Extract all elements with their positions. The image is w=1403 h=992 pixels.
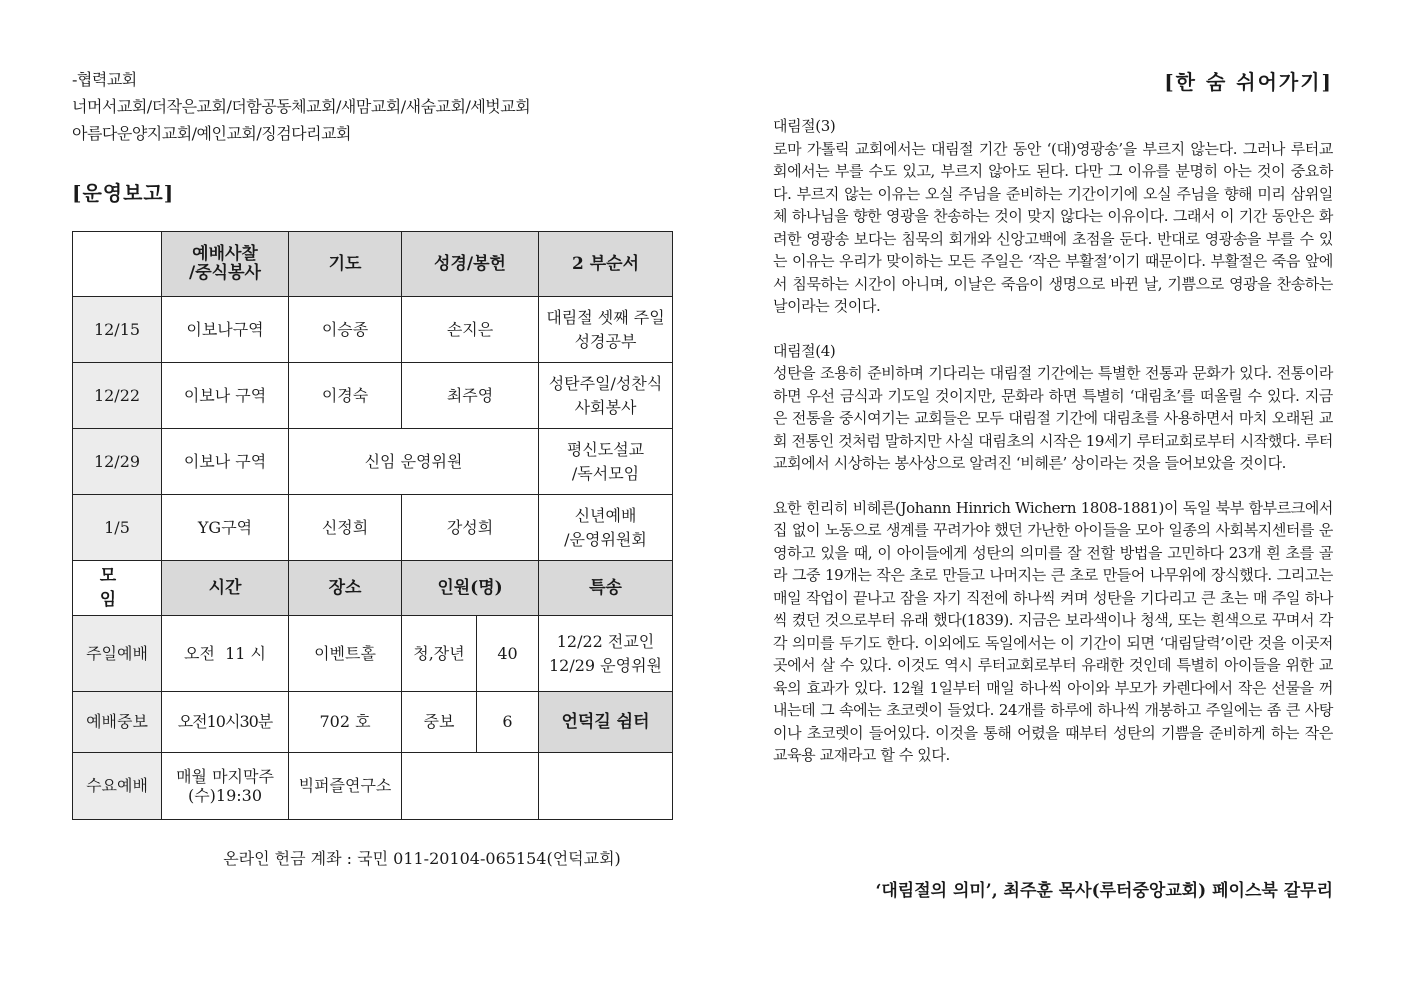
table-row (73, 616, 673, 692)
header-duty: 예배사찰 /중식봉사 (162, 232, 289, 297)
row-prayer: 이경숙 (289, 363, 402, 429)
meeting-time: 오전10시30분 (162, 692, 289, 753)
row-date: 12/22 (73, 363, 162, 429)
schedule-table (72, 231, 673, 820)
meeting-special: 12/22 전교인 12/29 운영위원 (539, 616, 673, 692)
meetings-header-time: 시간 (162, 561, 289, 616)
meeting-place: 702 호 (289, 692, 402, 753)
row-prayer: 이승종 (289, 297, 402, 363)
operation-title: [운영보고] (72, 181, 175, 205)
row-bible: 강성희 (402, 495, 539, 561)
header-bible: 성경/봉헌 (402, 232, 539, 297)
meeting-group: 청,장년 (402, 616, 477, 692)
meeting-group (402, 753, 539, 820)
row-date: 12/15 (73, 297, 162, 363)
source-citation: ‘대림절의 의미’, 최주훈 목사(루터중앙교회) 페이스북 갈무리 (875, 881, 1333, 901)
row-date: 12/29 (73, 429, 162, 495)
meeting-group: 중보 (402, 692, 477, 753)
table-row (73, 495, 673, 561)
table-row (73, 753, 673, 820)
meetings-header-row (73, 561, 673, 616)
partners-heading: -협력교회 (72, 70, 137, 89)
row-duty: 이보나구역 (162, 297, 289, 363)
meeting-special (539, 753, 673, 820)
meeting-name: 예배중보 (73, 692, 162, 753)
row-program: 신년예배 /운영위원회 (539, 495, 673, 561)
section-body: 성탄을 조용히 준비하며 기다리는 대림절 기간에는 특별한 전통과 문화가 있다. 전통이라 하면 우선 금식과 기도일 것이지만, 문화라 하면 특별히 ‘대림초’를 떠올릴 수 있다. 지금은 전통을 중시여기는 교회들은 모두 대림절 기간에 대림초를 사용하면서 마치 오래된 교회 전통인 것처럼 말하지만 사실 대림초의 시작은 19세기 루터교회로부터 시작했다. 루터교회에서 시상하는 봉사상으로 알려진 ‘비헤른’ 상이라는 것을 들어보았을 것이다. (773, 364, 1333, 472)
meeting-time: 매월 마지막주 (수)19:30 (162, 753, 289, 820)
table-row (73, 363, 673, 429)
schedule-header-row (73, 232, 673, 297)
meeting-place: 이벤트홀 (289, 616, 402, 692)
row-program: 대림절 셋째 주일 성경공부 (539, 297, 673, 363)
meeting-count: 40 (477, 616, 539, 692)
offering-account: 온라인 헌금 계좌 : 국민 011-20104-065154(언덕교회) (223, 849, 621, 868)
meeting-name: 주일예배 (73, 616, 162, 692)
row-date: 1/5 (73, 495, 162, 561)
row-prayer: 신정희 (289, 495, 402, 561)
table-row (73, 429, 673, 495)
row-bible: 최주영 (402, 363, 539, 429)
meeting-time: 오전 11 시 (162, 616, 289, 692)
row-duty: 이보나 구역 (162, 363, 289, 429)
meeting-count: 6 (477, 692, 539, 753)
table-row (73, 297, 673, 363)
paragraph-gap (773, 318, 1333, 340)
partners-section (72, 66, 672, 206)
section-body: 로마 가톨릭 교회에서는 대림절 기간 동안 ‘(대)영광송’을 부르지 않는다. 그러나 루터교회에서는 부를 수도 있고, 부르지 않아도 된다. 다만 그 이유를 분명히 아는 것이 중요하다. 부르지 않는 이유는 오실 주님을 준비하는 기간이기에 오실 주님을 향해 미리 삼위일체 하나님을 향한 영광을 찬송하는 것이 맞지 않다는 이유이다. 그래서 이 기간 동안은 화려한 영광송 보다는 침묵의 회개와 신앙고백에 초점을 둔다. 반대로 영광송을 부를 수 있는 이유는 우리가 맞이하는 모든 주일은 ‘작은 부활절’이기 때문이다. 부활절은 죽음 앞에서 침묵하는 시간이 아니며, 이날은 죽음이 생명으로 바뀐 날, 기쁨으로 영광을 찬송하는 날이라는 것이다. (773, 139, 1333, 315)
rest-title: [한 숨 쉬어가기] (1164, 70, 1333, 94)
meeting-name: 수요예배 (73, 753, 162, 820)
paragraph-gap (773, 475, 1333, 497)
table-row (73, 692, 673, 753)
partners-line-2: 아름다운양지교회/예인교회/징검다리교회 (72, 124, 351, 143)
partners-line-1: 너머서교회/더작은교회/더함공동체교회/새맘교회/새숨교회/세벗교회 (72, 97, 531, 116)
header-empty-cell (73, 232, 162, 297)
meeting-place: 빅퍼즐연구소 (289, 753, 402, 820)
meetings-header-special: 특송 (539, 561, 673, 616)
row-merged: 신임 운영위원 (289, 429, 539, 495)
section-body: 요한 힌리히 비헤른(Johann Hinrich Wichern 1808-1881)이 독일 북부 함부르크에서 집 없이 노동으로 생계를 꾸려가야 했던 가난한 아이들을 모아 일종의 사회복지센터를 운영하고 있을 때, 이 아이들에게 성탄의 의미를 잘 전할 방법을 고민하다 23개 흰 초를 골라 그중 19개는 작은 초로 만들고 나머지는 큰 초로 만들어 나무위에 장식했다. 그리고는 매일 작업이 끝나고 잠을 자기 직전에 하나씩 켜며 성탄을 기다리고 큰 초는 매 주일 하나씩 켰던 것으로부터 유래 했다(1839). 지금은 보라색이나 청색, 또는 흰색으로 꾸며서 각각 의미를 두기도 한다. 이외에도 독일에서는 이 기간이 되면 ‘대림달력’이란 것을 이곳저곳에서 살 수 있다. 이것도 역시 루터교회로부터 유래한 것인데 특별히 아이들을 위한 교육의 효과가 있다. 12월 1일부터 매일 하나씩 아이와 부모가 카렌다에서 작은 선물을 꺼내는데 그 속에는 초코렛이 들었다. 24개를 하루에 하나씩 개봉하고 주일에는 좀 큰 사탕이나 초코렛이 들어있다. 이것을 통해 어렸을 때부터 성탄의 기쁨을 준비하게 하는 작은 교육용 교재라고 할 수 있다. (773, 498, 1333, 764)
row-program: 성탄주일/성찬식 사회봉사 (539, 363, 673, 429)
meetings-header-name: 모 임 (73, 561, 162, 616)
meetings-header-place: 장소 (289, 561, 402, 616)
header-program: 2 부순서 (539, 232, 673, 297)
meetings-header-count: 인원(명) (402, 561, 539, 616)
rest-section (773, 66, 1333, 767)
row-program: 평신도설교 /독서모임 (539, 429, 673, 495)
row-bible: 손지은 (402, 297, 539, 363)
meeting-special: 언덕길 쉼터 (539, 692, 673, 753)
header-prayer: 기도 (289, 232, 402, 297)
section-heading: 대림절(3) (773, 117, 836, 135)
section-heading: 대림절(4) (773, 341, 836, 360)
row-duty: 이보나 구역 (162, 429, 289, 495)
row-duty: YG구역 (162, 495, 289, 561)
